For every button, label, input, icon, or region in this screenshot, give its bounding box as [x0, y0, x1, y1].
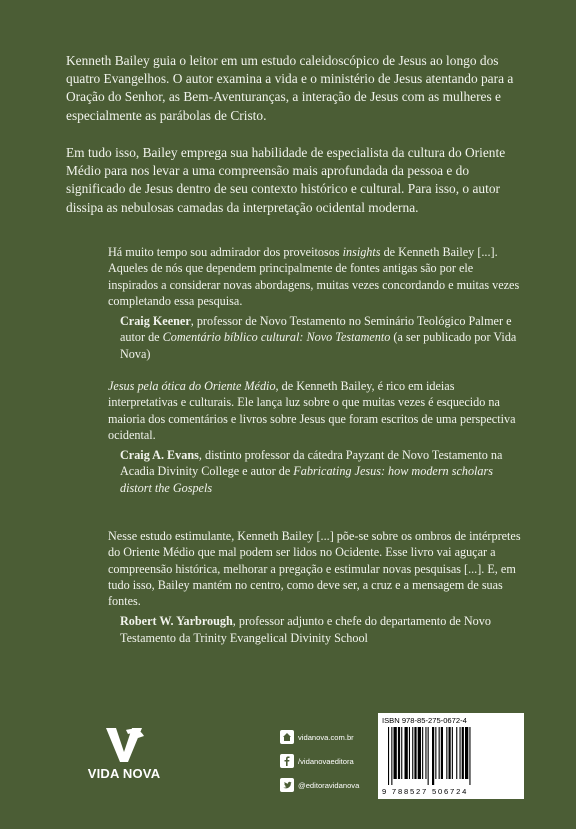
twitter-icon [280, 778, 294, 792]
barcode-bar [465, 727, 468, 779]
barcode-bar [398, 727, 400, 779]
intro-paragraph-2 [66, 144, 522, 217]
isbn-barcode [378, 713, 524, 799]
barcode-bar [412, 727, 413, 779]
barcode-bar [428, 727, 429, 785]
barcode-bar [388, 727, 389, 785]
twitter-text: @editoravidanova [298, 780, 360, 790]
quote-text: Jesus pela ótica do Oriente Médio, de Kenneth Bailey, é rico em ideias interpretativas e culturais. Ele lança luz sobre o que muitas vezes é esquecido na maioria dos comentários e livros sobre Jesus que foram escritos de uma perspectiva ocidental. [108, 379, 516, 442]
intro-text-2: Em tudo isso, Bailey emprega sua habilidade de especialista da cultura do Oriente Médio para nos levar a uma compreensão mais aprofundada da pessoa e do significado de Jesus dentro de seu contexto histórico e cultural. Para isso, o autor dissipa as nebulosas camadas da interpretação ocidental moderna. [66, 145, 506, 215]
isbn-text: ISBN 978-85-275-0672-4 [382, 716, 467, 725]
publisher-name: VIDA NOVA [87, 766, 161, 781]
facebook-icon [280, 754, 294, 768]
barcode-bar [391, 727, 392, 785]
endorsement-evans [108, 378, 526, 496]
intro-paragraph-1 [66, 52, 522, 125]
quote-text: Há muito tempo sou admirador dos proveitosos insights de Kenneth Bailey [...]. Aqueles de nós que dependem principalmente de fontes antigas são por ele inspirados a considerar novas abordagens, muitas vezes concordando e muitas vezes completando essa pesquisa. [108, 245, 520, 308]
quote-attribution: Craig A. Evans, distinto professor da cátedra Payzant de Novo Testamento na Acadia Divinity College e autor de Fabricating Jesus: how modern scholars distort the Gospels [120, 448, 503, 495]
barcode-number: 9 788527 506724 [382, 787, 469, 796]
barcode-bar [401, 727, 402, 779]
website-text: vidanova.com.br [298, 732, 354, 742]
website-link[interactable] [280, 729, 359, 745]
facebook-text: /vidanovaeditora [298, 756, 354, 766]
barcode-bar [449, 727, 451, 779]
barcode-bar [462, 727, 464, 779]
quote-attribution: Robert W. Yarbrough, professor adjunto e chefe do departamento de Novo Testamento da Trinity Evangelical Divinity School [120, 614, 491, 645]
barcode-bar [405, 727, 408, 779]
barcode-bar [456, 727, 457, 779]
endorsement-keener [108, 244, 526, 362]
endorsement-yarbrough [108, 528, 526, 646]
social-links [280, 729, 359, 801]
intro-text-1: Kenneth Bailey guia o leitor em um estudo caleidoscópico de Jesus ao longo dos quatro Evangelhos. O autor examina a vida e o ministério de Jesus atentando para a Oração do Senhor, as Bem-Aventuranças, a interação de Jesus com as mulheres e especialmente as parábolas de Cristo. [66, 53, 514, 123]
quote-text: Nesse estudo estimulante, Kenneth Bailey [...] põe-se sobre os ombros de intérpretes do Oriente Médio que mal podem ser lidos no Ocidente. Esse livro vai aguçar a compreensão histórica, melhorar a pregação e estimular novas pesquisas [...]. E, em tudo isso, Bailey mantém no centro, como deve ser, a cruz e a mensagem de suas fontes. [108, 529, 521, 609]
barcode-bar [460, 727, 461, 779]
twitter-link[interactable] [280, 777, 359, 793]
barcode-bar [418, 727, 421, 779]
barcode-bar [414, 727, 416, 779]
home-icon [280, 730, 294, 744]
barcode-bar [409, 727, 410, 779]
barcode-bar [441, 727, 443, 779]
barcode-bar [394, 727, 397, 779]
quote-attribution: Craig Keener, professor de Novo Testamento no Seminário Teológico Palmer e autor de Comentário bíblico cultural: Novo Testamento (a ser publicado por Vida Nova) [120, 314, 517, 361]
barcode-bar [439, 727, 440, 779]
barcode-bar [435, 727, 436, 779]
barcode-bar [432, 727, 434, 785]
facebook-link[interactable] [280, 753, 359, 769]
barcode-bar [452, 727, 453, 779]
barcode-bar [422, 727, 423, 779]
barcode-bar [446, 727, 447, 779]
barcode-icon [382, 727, 520, 785]
barcode-bar [469, 727, 470, 785]
barcode-bar [425, 727, 426, 779]
